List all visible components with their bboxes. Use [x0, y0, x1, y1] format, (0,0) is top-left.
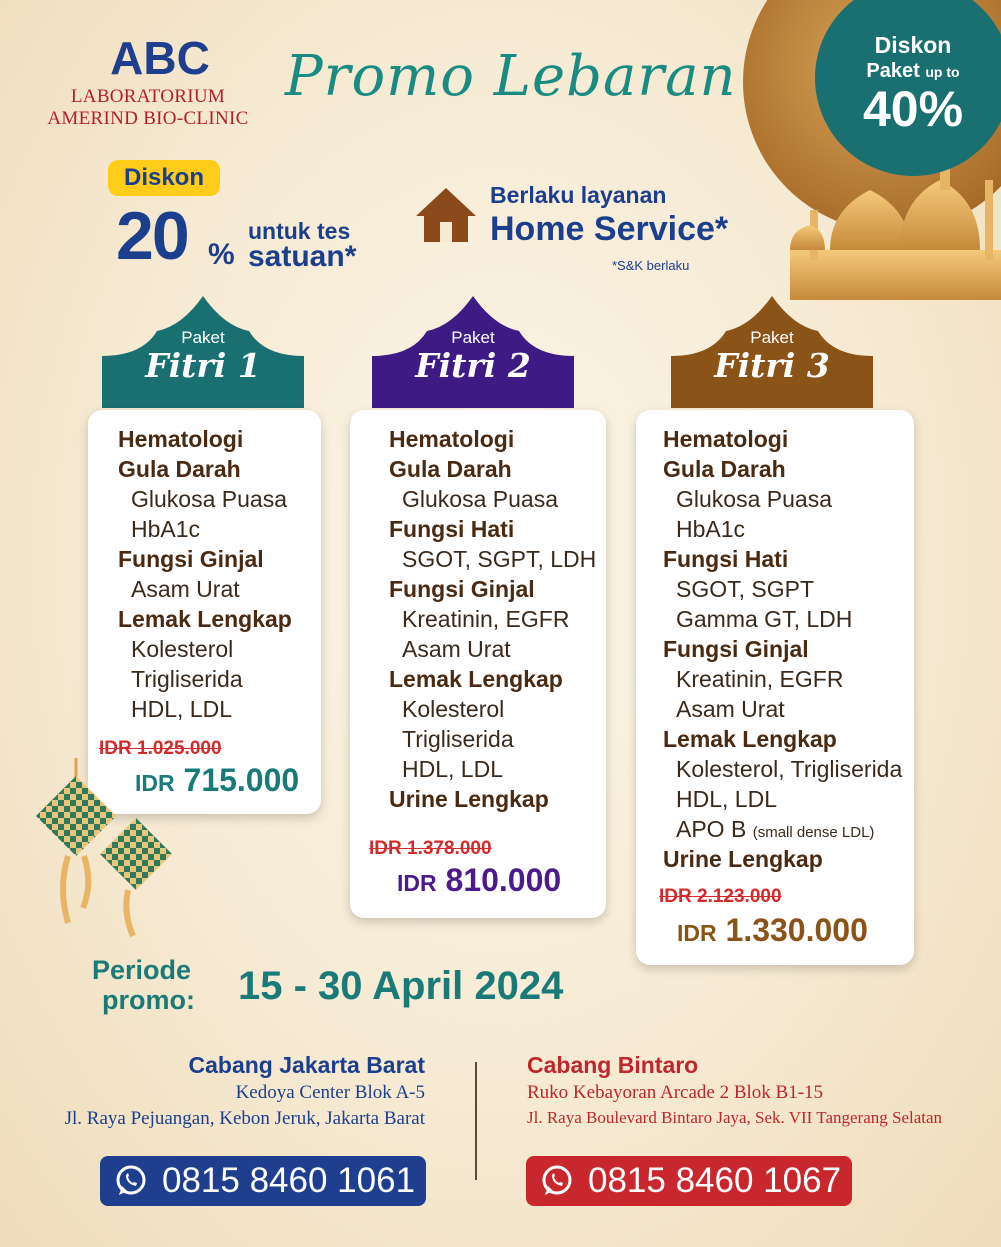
test-item: Glukosa Puasa — [676, 486, 832, 512]
test-category: Hematologi — [118, 426, 244, 452]
test-category: Hematologi — [389, 426, 515, 452]
promo-line2: Paket up to — [866, 60, 960, 82]
price-amount: 1.330.000 — [725, 912, 868, 948]
period-label1: Periode — [92, 955, 192, 985]
branch-address1: Kedoya Center Blok A-5 — [235, 1082, 425, 1103]
brand-logo — [28, 34, 268, 134]
tab-paket-label: Paket — [181, 328, 225, 347]
test-category: Fungsi Hati — [663, 546, 789, 572]
tab-package-name: Fitri 1 — [145, 346, 261, 385]
branch-name: Cabang Bintaro — [527, 1052, 699, 1078]
new-price — [677, 912, 868, 949]
house-icon — [414, 186, 478, 244]
test-item: Asam Urat — [131, 576, 240, 602]
test-item: Kreatinin, EGFR — [676, 666, 844, 692]
test-list — [663, 424, 914, 874]
tab-package-name: Fitri 3 — [714, 346, 830, 385]
package-tab-fitri-2 — [372, 296, 574, 408]
test-item: Kolesterol — [402, 696, 505, 722]
test-item: Glukosa Puasa — [131, 486, 287, 512]
test-list — [118, 424, 321, 724]
price-amount: 810.000 — [445, 862, 562, 898]
test-item: Asam Urat — [402, 636, 511, 662]
logo-line2: AMERIND BIO-CLINIC — [47, 108, 249, 129]
test-item: Glukosa Puasa — [402, 486, 558, 512]
test-item: HbA1c — [676, 516, 746, 542]
test-category: Gula Darah — [389, 456, 512, 482]
divider — [475, 1062, 477, 1180]
terms-note: *S&K berlaku — [612, 258, 690, 273]
home-service-line1: Berlaku layanan — [490, 182, 667, 208]
tab-paket-label: Paket — [451, 328, 495, 347]
phone-number: 0815 8460 1061 — [162, 1161, 416, 1200]
test-category: Fungsi Hati — [389, 516, 515, 542]
package-tab-fitri-3 — [671, 296, 873, 408]
test-category: Urine Lengkap — [389, 786, 549, 812]
branch-address2: Jl. Raya Pejuangan, Kebon Jeruk, Jakarta Barat — [64, 1108, 425, 1129]
new-price — [397, 862, 561, 899]
test-item: APO B (small dense LDL) — [676, 816, 875, 842]
test-category: Fungsi Ginjal — [118, 546, 264, 572]
home-service-line2: Home Service* — [490, 210, 729, 248]
branch-address1: Ruko Kebayoran Arcade 2 Blok B1-15 — [527, 1082, 824, 1103]
old-price: IDR 1.025.000 — [99, 738, 222, 759]
promo-percent: 40% — [862, 81, 964, 137]
test-list — [389, 424, 606, 814]
test-item: Gamma GT, LDH — [676, 606, 853, 632]
test-item: HbA1c — [131, 516, 201, 542]
test-category: Fungsi Ginjal — [663, 636, 809, 662]
whatsapp-phone-button[interactable] — [526, 1156, 852, 1206]
test-category: Fungsi Ginjal — [389, 576, 535, 602]
test-category: Lemak Lengkap — [663, 726, 837, 752]
whatsapp-icon — [114, 1164, 148, 1198]
test-category: Gula Darah — [663, 456, 786, 482]
test-item: HDL, LDL — [402, 756, 503, 782]
test-item: Trigliserida — [131, 666, 243, 692]
logo-mark — [80, 34, 240, 78]
whatsapp-icon — [540, 1164, 574, 1198]
price-amount: 715.000 — [183, 762, 300, 798]
discount-percent-sign: % — [208, 238, 235, 271]
package-tab-fitri-1 — [102, 296, 304, 408]
branch-address2: Jl. Raya Boulevard Bintaro Jaya, Sek. VII Tangerang Selatan — [527, 1108, 943, 1127]
price-currency: IDR — [135, 770, 175, 796]
test-category: Lemak Lengkap — [389, 666, 563, 692]
price-currency: IDR — [677, 920, 717, 946]
test-item: HDL, LDL — [131, 696, 232, 722]
test-category: Gula Darah — [118, 456, 241, 482]
logo-line1: LABORATORIUM — [70, 86, 226, 107]
test-item: Asam Urat — [676, 696, 785, 722]
test-item: Trigliserida — [402, 726, 514, 752]
logo-abbr: ABC — [110, 34, 210, 78]
whatsapp-phone-button[interactable] — [100, 1156, 426, 1206]
test-item: HDL, LDL — [676, 786, 777, 812]
price-currency: IDR — [397, 870, 437, 896]
page-title: Promo Lebaran — [285, 44, 737, 109]
tab-paket-label: Paket — [750, 328, 794, 347]
test-category: Urine Lengkap — [663, 846, 823, 872]
phone-number: 0815 8460 1067 — [588, 1161, 842, 1200]
test-item: Kolesterol, Trigliserida — [676, 756, 903, 782]
old-price: IDR 1.378.000 — [369, 838, 492, 859]
test-category: Hematologi — [663, 426, 789, 452]
package-card-fitri-3 — [636, 410, 914, 965]
test-item: SGOT, SGPT, LDH — [402, 546, 597, 572]
promo-line1: Diskon — [874, 32, 952, 58]
discount-badge: Diskon — [108, 160, 220, 196]
discount-text1: untuk tes — [248, 218, 351, 244]
tab-package-name: Fitri 2 — [415, 346, 531, 385]
test-item: Kreatinin, EGFR — [402, 606, 570, 632]
test-item: Kolesterol — [131, 636, 234, 662]
period-label2: promo: — [102, 985, 195, 1015]
branch-name: Cabang Jakarta Barat — [188, 1052, 425, 1078]
test-item: SGOT, SGPT — [676, 576, 815, 602]
ketupat-illustration — [28, 758, 178, 938]
period-dates: 15 - 30 April 2024 — [238, 964, 564, 1008]
discount-value: 20 — [116, 198, 188, 274]
discount-text2: satuan* — [248, 240, 357, 273]
test-category: Lemak Lengkap — [118, 606, 292, 632]
old-price: IDR 2.123.000 — [659, 886, 782, 907]
